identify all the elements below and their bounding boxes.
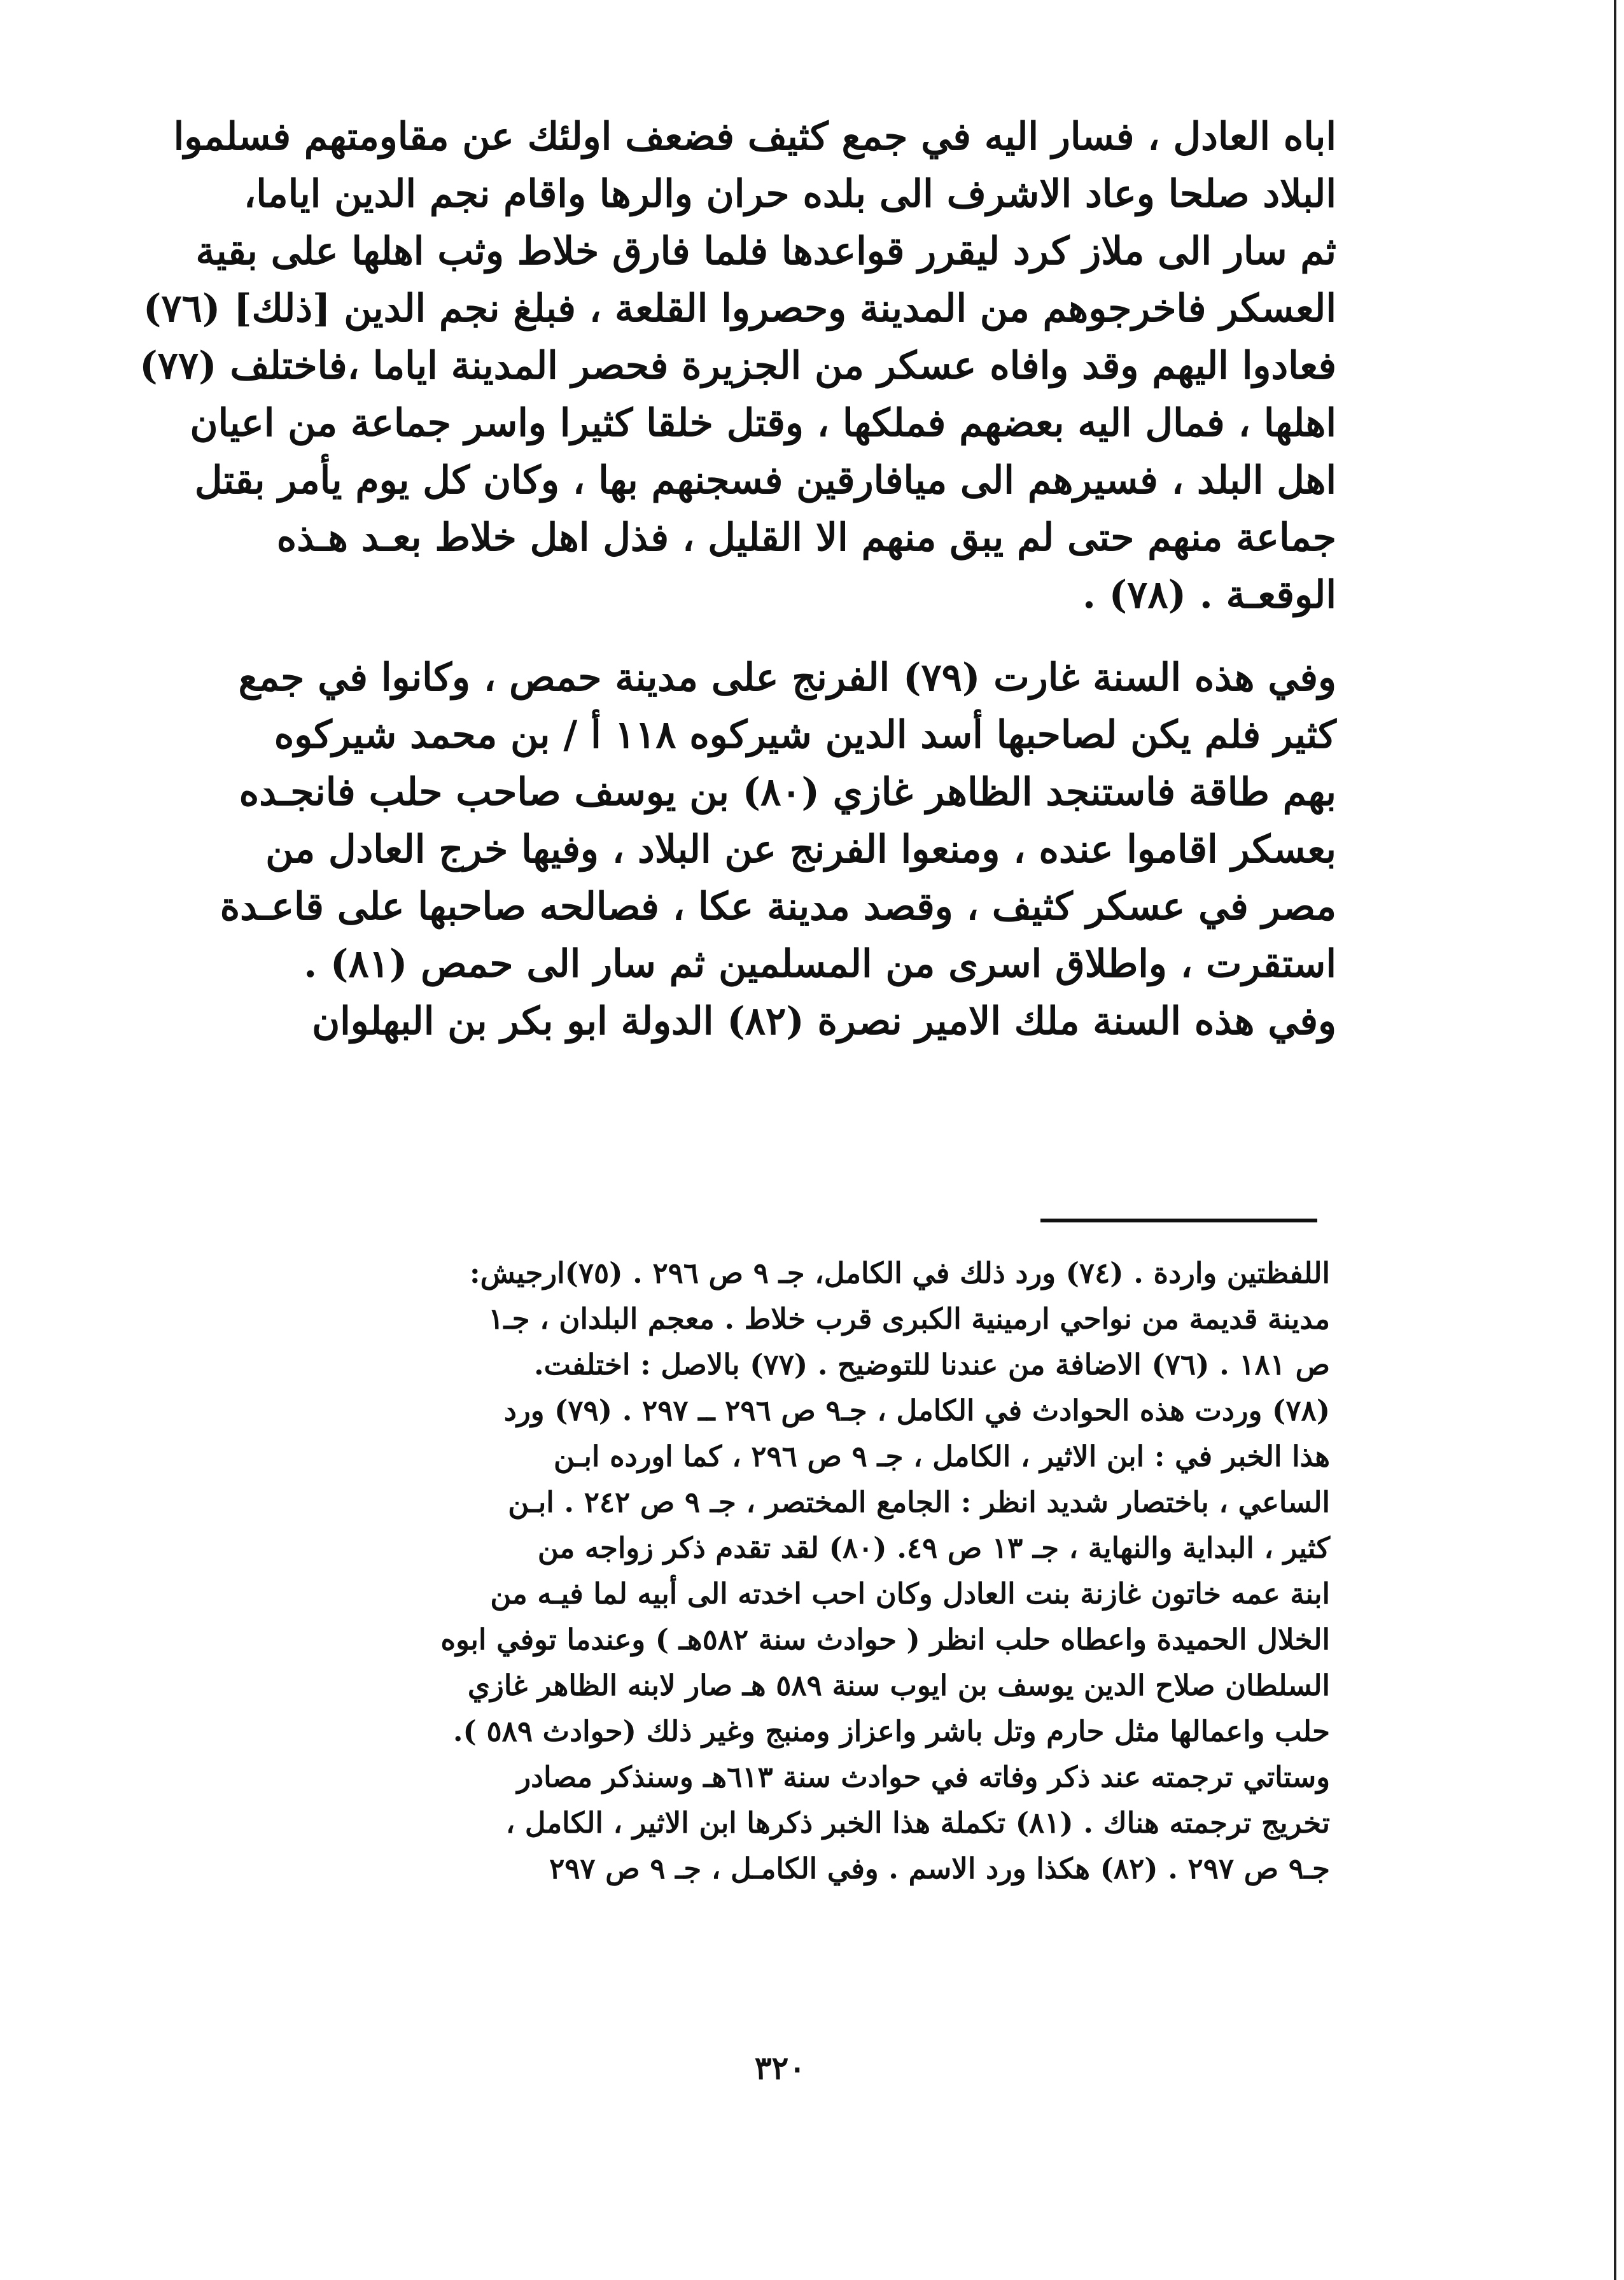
main-text-line: وفي هذه السنة غارت (٧٩) الفرنج على مدينة حمص ، وكانوا في جمع [238,655,1336,700]
footnote-line: السلطان صلاح الدين يوسف بن ايوب سنة ٥٨٩ هـ صار لابنه الظاهر غازي [467,1668,1330,1702]
main-text-line: اهلها ، فمال اليه بعضهم فملكها ، وقتل خلقا كثيرا واسر جماعة من اعيان [190,401,1336,445]
page-number: ٣٢٠ [754,2049,806,2087]
main-text-line: جماعة منهم حتى لم يبق منهم الا القليل ، فذل اهل خلاط بعـد هـذه [276,515,1336,560]
footnote-line: ابنة عمه خاتون غازنة بنت العادل وكان احب اخدته الى أبيه لما فيـه من [490,1577,1330,1611]
main-text-line: كثير فلم يكن لصاحبها أسد الدين شيركوه ١١٨ أ / بن محمد شيركوه [274,713,1336,757]
main-text-line: ثم سار الى ملاز كرد ليقرر قواعدها فلما فارق خلاط وثب اهلها على بقية [195,229,1336,274]
main-text-line: العسكر فاخرجوهم من المدينة وحصروا القلعة ، فبلغ نجم الدين [ذلك] (٧٦) [143,286,1336,331]
footnote-line: اللفظتين واردة . (٧٤) ورد ذلك في الكامل، جـ ٩ ص ٢٩٦ . (٧٥)ارجيش: [469,1256,1330,1290]
main-text-line: بهم طاقة فاستنجد الظاهر غازي (٨٠) بن يوسف صاحب حلب فانجـده [239,770,1336,815]
main-text-block [139,108,1336,1050]
footnote-line: الخلال الحميدة واعطاه حلب انظر ( حوادث سنة ٥٨٢هـ ) وعندما توفي ابوه [440,1623,1330,1656]
footnote-line: ص ١٨١ . (٧٦) الاضافة من عندنا للتوضيح . (٧٧) بالاصل : اختلفت. [534,1348,1330,1381]
main-text-line: استقرت ، واطلاق اسرى من المسلمين ثم سار الى حمص (٨١) . [304,942,1336,986]
footnote-line: جـ٩ ص ٢٩٧ . (٨٢) هكذا ورد الاسم . وفي الكامـل ، جـ ٩ ص ٢٩٧ [549,1852,1330,1885]
footnote-line: الساعي ، باختصار شديد انظر : الجامع المختصر ، جـ ٩ ص ٢٤٢ . ابـن [508,1485,1330,1519]
main-text-line: فعادوا اليهم وقد وافاه عسكر من الجزيرة فحصر المدينة اياما ،فاختلف (٧٧) [139,344,1336,388]
footnote-line: وستاتي ترجمته عند ذكر وفاته في حوادث سنة ٦١٣هـ وسنذكر مصادر [517,1760,1330,1794]
footnote-line: مدينة قديمة من نواحي ارمينية الكبرى قرب خلاط . معجم البلدان ، جـ١ [488,1302,1330,1336]
main-text-line: البلاد صلحا وعاد الاشرف الى بلده حران والرها واقام نجم الدين اياما، [243,172,1336,216]
footnote-line: (٧٨) وردت هذه الحوادث في الكامل ، جـ٩ ص ٢٩٦ ــ ٢٩٧ . (٧٩) ورد [503,1394,1330,1427]
paragraph-gap [172,624,1336,649]
main-text-line: بعسكر اقاموا عنده ، ومنعوا الفرنج عن البلاد ، وفيها خرج العادل من [265,827,1336,872]
main-text-line: مصر في عسكر كثيف ، وقصد مدينة عكا ، فصالحه صاحبها على قاعـدة [220,885,1336,929]
footnote-line: حلب واعمالها مثل حارم وتل باشر واعزاز ومنبج وغير ذلك (حوادث ٥٨٩ ). [452,1714,1330,1748]
page-edge-line [1614,0,1616,2280]
footnote-line: هذا الخبر في : ابن الاثير ، الكامل ، جـ ٩ ص ٢٩٦ ، كما اورده ابـن [553,1439,1330,1473]
footnotes-block [191,1250,1330,1892]
main-text-line: وفي هذه السنة ملك الامير نصرة (٨٢) الدولة ابو بكر بن البهلوان [312,999,1336,1044]
footnote-separator [1040,1219,1317,1222]
main-text-line: الوقعـة . (٧٨) . [1082,573,1336,617]
footnote-line: تخريج ترجمته هناك . (٨١) تكملة هذا الخبر ذكرها ابن الاثير ، الكامل ، [505,1806,1330,1840]
main-text-line: اهل البلد ، فسيرهم الى ميافارقين فسجنهم بها ، وكان كل يوم يأمر بقتل [194,458,1336,503]
footnote-line: كثير ، البداية والنهاية ، جـ ١٣ ص ٤٩. (٨٠) لقد تقدم ذكر زواجه من [537,1531,1330,1565]
main-text-line: اباه العادل ، فسار اليه في جمع كثيف فضعف اولئك عن مقاومتهم فسلموا [173,115,1336,159]
